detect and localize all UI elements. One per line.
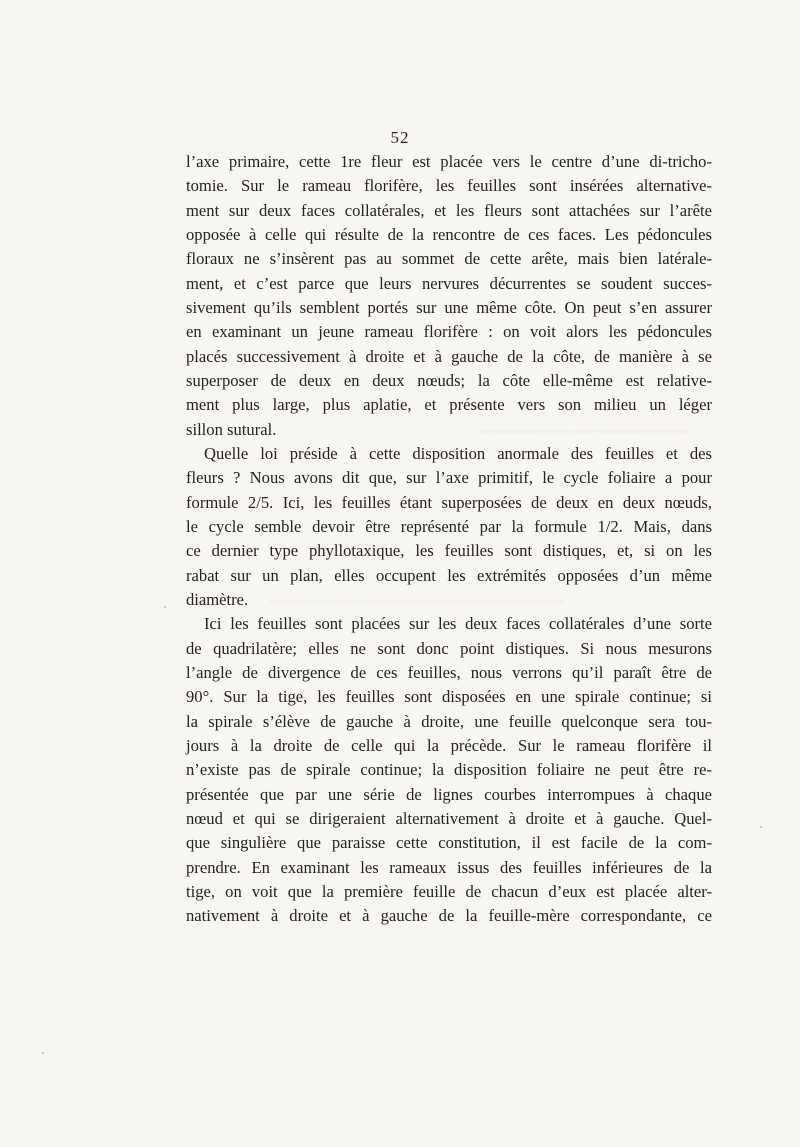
text-line: sivement qu’ils semblent portés sur une même côte. On peut s’en assurer [186,297,712,317]
text-line: présentée que par une série de lignes courbes interrompues à chaque [186,784,712,804]
text-line: 90°. Sur la tige, les feuilles sont disposées en une spirale continue; si [186,687,712,707]
text-line: le cycle semble devoir être représenté par la formule 1/2. Mais, dans [186,516,712,536]
text-line: ment plus large, plus aplatie, et présente vers son milieu un léger [186,395,712,415]
text-line: nativement à droite et à gauche de la feuille-mère correspondante, ce [186,906,712,926]
page-number: 52 [390,128,410,147]
text-line: n’existe pas de spirale continue; la disposition foliaire ne peut être re- [186,760,712,780]
paper-speck [760,826,762,828]
text-line: superposer de deux en deux nœuds; la côte elle-même est relative- [186,370,712,390]
text-line: tomie. Sur le rameau florifère, les feuilles sont insérées alternative- [186,176,712,196]
text-line: fleurs ? Nous avons dit que, sur l’axe primitif, le cycle foliaire a pour [186,468,712,488]
bleed-through-mark: ~~~~~~~~~~~~~~~~~~~~~~~~ [480,424,688,441]
body-text [186,150,712,929]
text-line: l’angle de divergence de ces feuilles, nous verrons qu’il paraît être de [186,662,712,682]
text-line: formule 2/5. Ici, les feuilles étant superposées de deux en deux nœuds, [186,492,712,512]
text-line: opposée à celle qui résulte de la rencontre de ces faces. Les pédoncules [186,224,712,244]
text-line: nœud et qui se dirigeraient alternativement à droite et à gauche. Quel- [186,808,712,828]
text-line: Ici les feuilles sont placées sur les deux faces collatérales d’une sorte [204,614,712,634]
text-line: ment, et c’est parce que leurs nervures décurrentes se soudent succes- [186,273,712,293]
text-line: ment sur deux faces collatérales, et les fleurs sont attachées sur l’arête [186,200,712,220]
text-line: en examinant un jeune rameau florifère : on voit alors les pédoncules [186,322,712,342]
text-line: diamètre. [186,589,249,609]
text-line: Quelle loi préside à cette disposition anormale des feuilles et des [204,443,712,463]
text-line: tige, on voit que la première feuille de chacun d’eux est placée alter- [186,881,712,901]
paper-speck [42,1052,44,1054]
text-line: placés successivement à droite et à gauche de la côte, de manière à se [186,346,712,366]
text-line: jours à la droite de celle qui la précède. Sur le rameau florifère il [186,735,712,755]
bleed-through-mark: ~~~~~~~~~~~~~~~~~~~~~~~~~~~~~~~~~~ [270,594,565,611]
text-line: rabat sur un plan, elles occupent les extrémités opposées d’un même [186,565,712,585]
text-line: ce dernier type phyllotaxique, les feuilles sont distiques, et, si on les [186,541,712,561]
text-line: la spirale s’élève de gauche à droite, une feuille quelconque sera tou- [186,711,712,731]
text-line: de quadrilatère; elles ne sont donc point distiques. Si nous mesurons [186,638,712,658]
text-line: floraux ne s’insèrent pas au sommet de cette arête, mais bien latérale- [186,249,712,269]
text-line: prendre. En examinant les rameaux issus des feuilles inférieures de la [186,857,712,877]
text-line: que singulière que paraisse cette constitution, il est facile de la com- [186,833,712,853]
text-line: sillon sutural. [186,419,277,439]
text-line: l’axe primaire, cette 1re fleur est placée vers le centre d’une di-tricho- [186,152,712,171]
paper-speck [164,606,166,608]
